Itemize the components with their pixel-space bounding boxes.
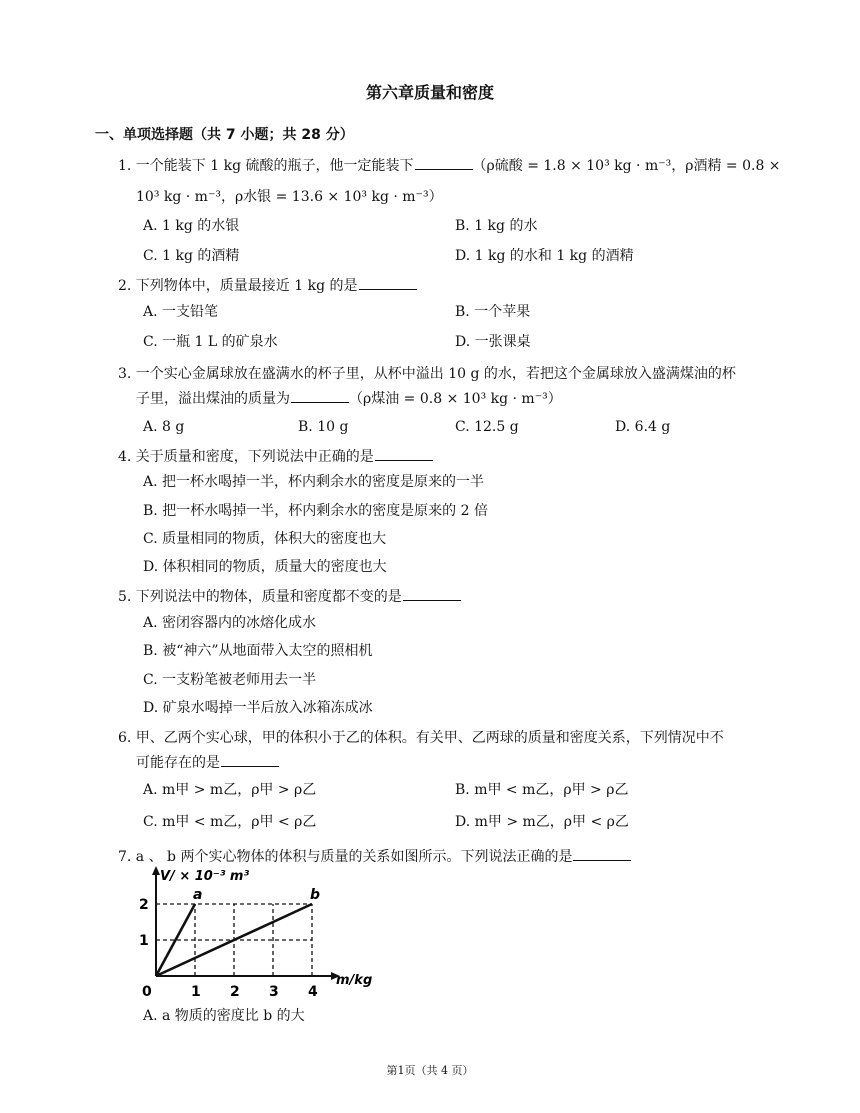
q2-option-a[interactable]: A. 一支铅笔 bbox=[143, 304, 219, 320]
q6-option-b[interactable]: B. m甲 < m乙，ρ甲 > ρ乙 bbox=[455, 782, 629, 798]
q6-stem-line2: 可能存在的是 bbox=[136, 755, 220, 771]
q1-stem: 1. 一个能装下 1 kg 硫酸的瓶子，他一定能装下 bbox=[118, 158, 414, 174]
q3-option-a[interactable]: A. 8 g bbox=[143, 419, 185, 435]
q4-option-d[interactable]: D. 体积相同的物质，质量大的密度也大 bbox=[143, 559, 387, 575]
q2-option-c[interactable]: C. 一瓶 1 L 的矿泉水 bbox=[143, 334, 278, 350]
q1-stem-densities: （ρ硫酸 = 1.8 × 10³ kg · m⁻³，ρ酒精 = 0.8 × bbox=[472, 158, 781, 174]
x-tick-label: 4 bbox=[308, 984, 318, 1000]
q4-stem: 4. 关于质量和密度，下列说法中正确的是 bbox=[118, 449, 374, 465]
q2-stem: 2. 下列物体中，质量最接近 1 kg 的是 bbox=[118, 278, 358, 294]
q2-option-d[interactable]: D. 一张课桌 bbox=[455, 334, 531, 350]
q4-option-c[interactable]: C. 质量相同的物质，体积大的密度也大 bbox=[143, 531, 387, 547]
q2-option-b[interactable]: B. 一个苹果 bbox=[455, 304, 531, 320]
question-5 bbox=[118, 586, 461, 606]
y-tick-label: 1 bbox=[139, 933, 149, 949]
q3-option-b[interactable]: B. 10 g bbox=[298, 419, 349, 435]
q6-option-a[interactable]: A. m甲 > m乙，ρ甲 > ρ乙 bbox=[143, 782, 317, 798]
q4-option-b[interactable]: B. 把一杯水喝掉一半，杯内剩余水的密度是原来的 2 倍 bbox=[143, 503, 488, 519]
question-6 bbox=[136, 752, 279, 772]
y-axis-label: V/ × 10⁻³ m³ bbox=[160, 869, 250, 884]
q1-option-a[interactable]: A. 1 kg 的水银 bbox=[143, 218, 240, 234]
q6-stem-line1: 6. 甲、乙两个实心球，甲的体积小于乙的体积。有关甲、乙两球的质量和密度关系，下列情况中不 bbox=[118, 730, 724, 746]
page-footer: 第1页（共 4 页） bbox=[386, 1064, 474, 1077]
answer-blank[interactable] bbox=[359, 277, 417, 290]
q3-option-d[interactable]: D. 6.4 g bbox=[615, 419, 671, 435]
q6-option-d[interactable]: D. m甲 > m乙，ρ甲 < ρ乙 bbox=[455, 814, 629, 830]
q6-option-c[interactable]: C. m甲 < m乙，ρ甲 < ρ乙 bbox=[143, 814, 317, 830]
x-axis-label: m/kg bbox=[336, 973, 373, 988]
q5-option-c[interactable]: C. 一支粉笔被老师用去一半 bbox=[143, 672, 317, 688]
question-2 bbox=[118, 275, 417, 295]
answer-blank[interactable] bbox=[403, 588, 461, 601]
question-7 bbox=[118, 846, 631, 866]
q3-option-c[interactable]: C. 12.5 g bbox=[455, 419, 519, 435]
q5-option-a[interactable]: A. 密闭容器内的冰熔化成水 bbox=[143, 615, 317, 631]
answer-blank[interactable] bbox=[573, 848, 631, 861]
question-3 bbox=[136, 388, 562, 408]
section-heading: 一、单项选择题（共 7 小题；共 28 分） bbox=[95, 127, 354, 143]
q3-density: （ρ煤油 = 0.8 × 10³ kg · m⁻³） bbox=[349, 391, 562, 407]
answer-blank[interactable] bbox=[415, 157, 473, 170]
x-tick-label: 3 bbox=[269, 984, 279, 1000]
q1-option-b[interactable]: B. 1 kg 的水 bbox=[455, 218, 538, 234]
page-title: 第六章质量和密度 bbox=[365, 83, 494, 102]
q1-option-d[interactable]: D. 1 kg 的水和 1 kg 的酒精 bbox=[455, 248, 634, 264]
q7-stem: 7. a 、 b 两个实心物体的体积与质量的关系如图所示。下列说法正确的是 bbox=[118, 849, 573, 865]
x-tick-label: 0 bbox=[142, 984, 152, 1000]
q4-option-a[interactable]: A. 把一杯水喝掉一半，杯内剩余水的密度是原来的一半 bbox=[143, 474, 485, 490]
series-line-a bbox=[156, 904, 195, 976]
question-4 bbox=[118, 446, 433, 466]
chart-labels bbox=[139, 869, 372, 1000]
q5-option-b[interactable]: B. 被“神六”从地面带入太空的照相机 bbox=[143, 643, 373, 659]
x-tick-label: 1 bbox=[191, 984, 201, 1000]
answer-blank[interactable] bbox=[375, 448, 433, 461]
question-1 bbox=[118, 155, 781, 175]
answer-blank[interactable] bbox=[221, 754, 279, 767]
q5-option-d[interactable]: D. 矿泉水喝掉一半后放入冰箱冻成冰 bbox=[143, 700, 373, 716]
q1-option-c[interactable]: C. 1 kg 的酒精 bbox=[143, 248, 240, 264]
q1-stem-line2: 10³ kg · m⁻³，ρ水银 = 13.6 × 10³ kg · m⁻³） bbox=[136, 189, 443, 205]
volume-mass-chart bbox=[130, 866, 380, 1006]
series-label-b: b bbox=[310, 887, 321, 903]
q3-stem-line2: 子里，溢出煤油的质量为 bbox=[136, 391, 290, 407]
series-label-a: a bbox=[193, 887, 203, 903]
answer-blank[interactable] bbox=[291, 390, 349, 403]
x-tick-label: 2 bbox=[230, 984, 240, 1000]
q3-stem-line1: 3. 一个实心金属球放在盛满水的杯子里，从杯中溢出 10 g 的水，若把这个金属球放入盛满煤油的杯 bbox=[118, 366, 736, 382]
y-tick-label: 2 bbox=[139, 897, 149, 913]
q7-option-a[interactable]: A. a 物质的密度比 b 的大 bbox=[143, 1008, 305, 1024]
q5-stem: 5. 下列说法中的物体，质量和密度都不变的是 bbox=[118, 589, 402, 605]
y-axis-arrow bbox=[152, 866, 160, 875]
